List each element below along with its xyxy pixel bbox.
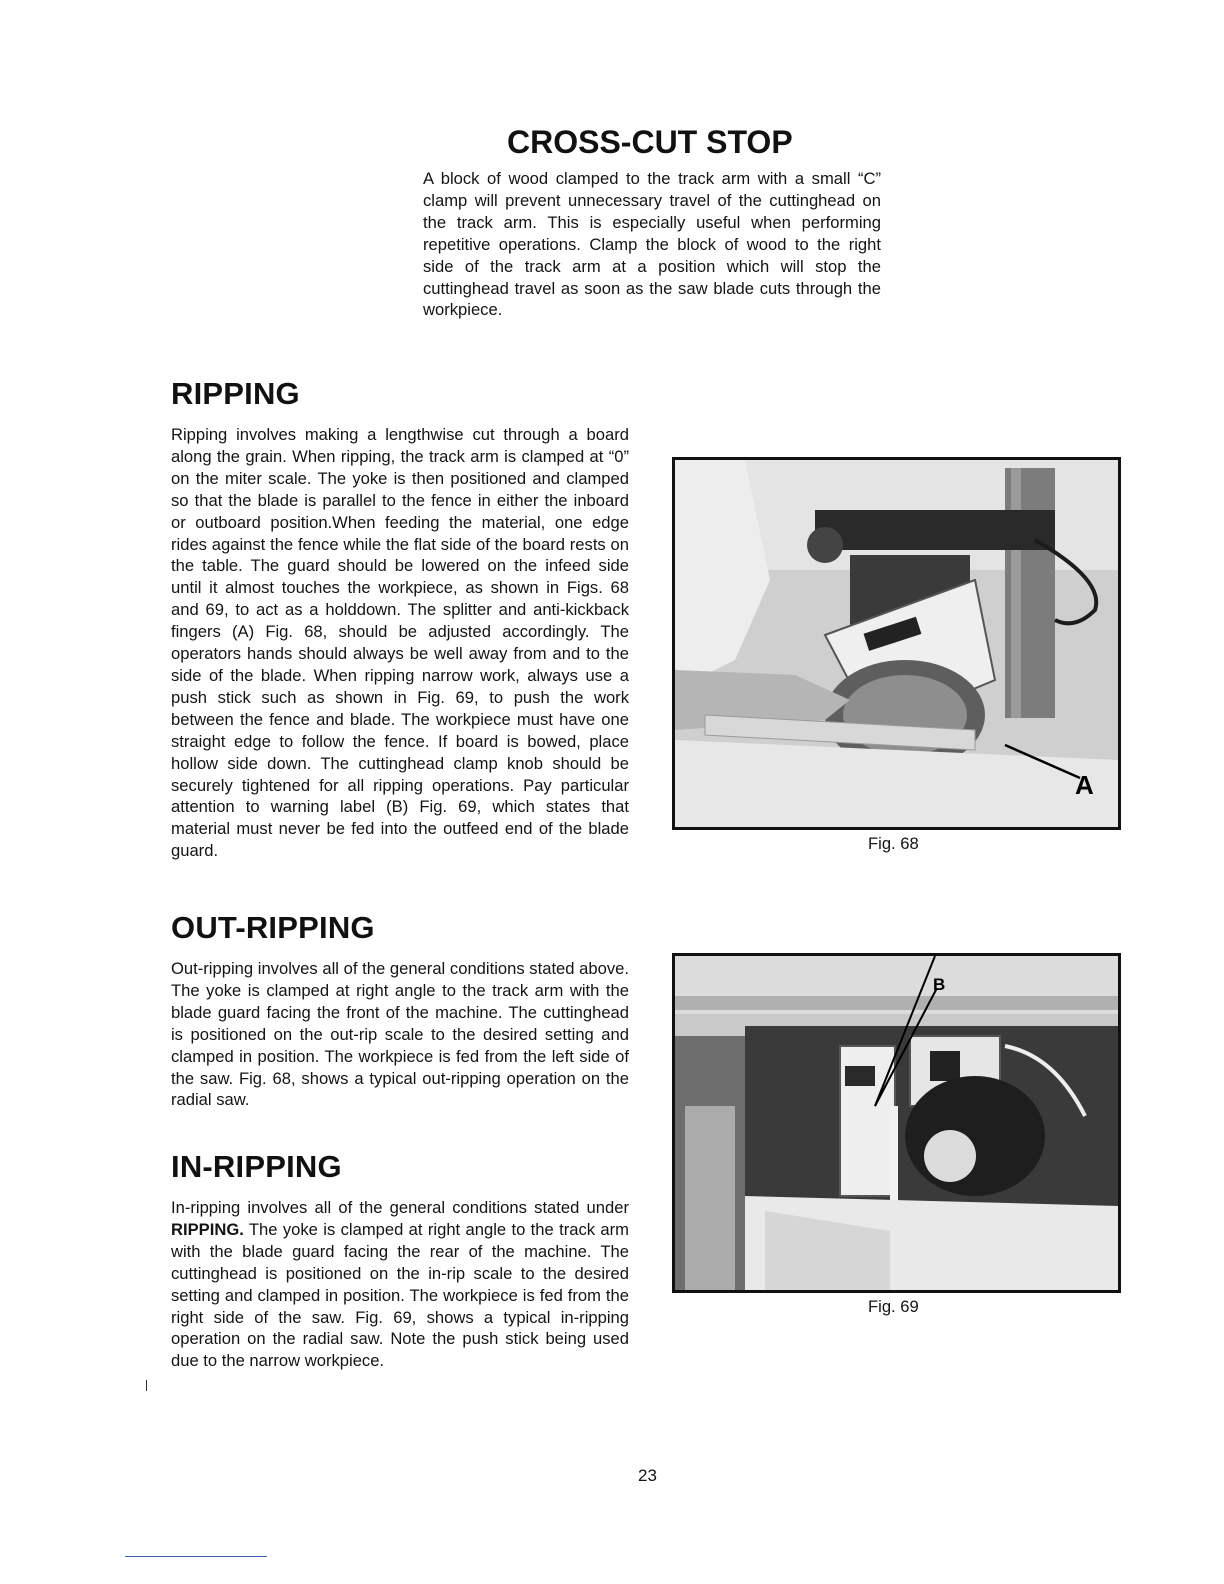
out-ripping-heading: OUT-RIPPING — [171, 910, 375, 945]
figure-69-callout-b: B — [933, 975, 946, 994]
footer-rule — [125, 1556, 267, 1557]
in-ripping-bold-term: RIPPING. — [171, 1219, 244, 1239]
ripping-heading: RIPPING — [171, 376, 300, 411]
figure-69-photo — [672, 953, 1121, 1293]
figure-69-caption: Fig. 69 — [868, 1297, 919, 1316]
figure-68-caption: Fig. 68 — [868, 834, 919, 853]
page-number: 23 — [638, 1466, 657, 1485]
stray-mark — [146, 1380, 147, 1391]
figure-69-illustration — [675, 956, 1118, 1290]
figure-68-illustration — [675, 460, 1118, 827]
cross-cut-stop-paragraph: A block of wood clamped to the track arm with a small “C” clamp will prevent unnecessary travel of the cuttinghead on the track arm. This is especially useful when performing repetitive operations. Clamp the block of wood to the right side of the track arm at a position which will stop the cuttinghead travel as soon as the saw blade cuts through the workpiece. — [423, 169, 881, 320]
cross-cut-stop-heading: CROSS-CUT STOP — [507, 124, 793, 160]
in-ripping-text-end: The yoke is clamped at right angle to the track arm with the blade guard facing the rear of the machine. The cuttinghead is positioned on the in-rip scale to the desired setting and clamped in position. The workpiece is fed from the right side of the saw. Fig. 69, shows a typical in-ripping operation on the radial saw. Note the push stick being used due to the narrow workpiece. — [171, 1219, 629, 1371]
figure-68-photo — [672, 457, 1121, 830]
out-ripping-paragraph: Out-ripping involves all of the general conditions stated above. The yoke is clamped at right angle to the track arm with the blade guard facing the front of the machine. The cuttinghead is positioned on the out-rip scale to the desired setting and clamped in position. The workpiece is fed from the left side of the saw. Fig. 68, shows a typical out-ripping operation on the radial saw. — [171, 959, 629, 1110]
in-ripping-paragraph — [171, 1197, 629, 1372]
in-ripping-text-start: In-ripping involves all of the general conditions stated under — [171, 1198, 629, 1217]
ripping-paragraph: Ripping involves making a lengthwise cut through a board along the grain. When ripping, the track arm is clamped at “0” on the miter scale. The yoke is then positioned and clamped so that the blade is parallel to the fence in either the inboard or outboard position.When feeding the material, one edge rides against the fence while the flat side of the board rests on the table. The guard should be lowered on the infeed side until it almost touches the workpiece, as shown in Figs. 68 and 69, to act as a holddown. The splitter and anti-kickback fingers (A) Fig. 68, should be adjusted accordingly. The operators hands should always be well away from and to the side of the blade. When ripping narrow work, always use a push stick such as shown in Fig. 69, to push the work between the fence and blade. The workpiece must have one straight edge to follow the fence. If board is bowed, place hollow side down. The cuttinghead clamp knob should be securely tightened for all ripping operations. Pay particular attention to warning label (B) Fig. 69, which states that material must never be fed into the outfeed end of the blade guard. — [171, 425, 629, 861]
in-ripping-heading: IN-RIPPING — [171, 1149, 342, 1184]
figure-68-callout-a: A — [1075, 770, 1094, 800]
